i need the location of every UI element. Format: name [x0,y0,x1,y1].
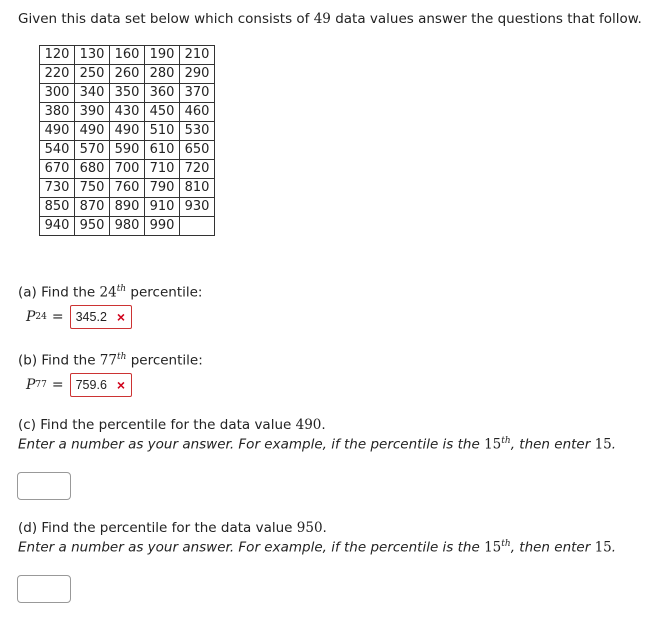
table-cell: 250 [75,65,110,84]
table-cell [180,217,215,236]
question-c-instruction [18,436,616,453]
instr-d-mid: , then enter [510,539,595,556]
answer-b-eq: = [51,377,64,393]
table-cell: 750 [75,179,110,198]
answer-a-sub: 24 [35,312,47,322]
answer-a-var: P [26,309,36,325]
table-cell: 570 [75,141,110,160]
answer-b-row [26,373,132,397]
answer-a-input[interactable] [70,305,132,329]
table-cell: 950 [75,217,110,236]
table-cell: 530 [180,122,215,141]
table-cell: 430 [110,103,145,122]
instr-c-val: 15 [594,436,612,453]
answer-d-input[interactable] [17,575,71,603]
table-cell: 490 [75,122,110,141]
question-c [18,417,326,433]
question-a [18,284,202,301]
question-b-num: 77 [99,352,117,369]
question-d-value: 950 [296,520,323,536]
question-b-sup: th [116,352,127,362]
table-cell: 290 [180,65,215,84]
incorrect-icon: × [116,377,126,393]
answer-a-eq: = [51,309,64,325]
table-cell: 210 [180,46,215,65]
table-cell: 450 [145,103,180,122]
table-cell: 490 [40,122,75,141]
table-cell: 590 [110,141,145,160]
table-cell: 700 [110,160,145,179]
table-cell: 120 [40,46,75,65]
answer-b-sub: 77 [35,380,47,390]
table-row [40,84,215,103]
answer-b-value: 759.6 [75,378,107,392]
table-cell: 360 [145,84,180,103]
question-c-period: . [321,417,326,433]
table-cell: 650 [180,141,215,160]
table-cell: 940 [40,217,75,236]
table-row [40,160,215,179]
question-d-instruction [18,539,616,556]
table-cell: 220 [40,65,75,84]
table-cell: 890 [110,198,145,217]
table-cell: 760 [110,179,145,198]
table-cell: 160 [110,46,145,65]
table-row [40,198,215,217]
table-cell: 130 [75,46,110,65]
instr-d-val: 15 [594,539,612,556]
instr-d-end: . [611,539,617,556]
intro-text: Given this data set below which consists of [18,11,314,27]
table-cell: 680 [75,160,110,179]
answer-b-var: P [26,377,36,393]
table-cell: 350 [110,84,145,103]
question-a-sup: th [116,284,127,294]
question-d [18,520,327,536]
question-a-label: (a) Find the [18,284,100,301]
table-row [40,103,215,122]
table-cell: 190 [145,46,180,65]
incorrect-icon: × [116,309,126,325]
question-c-value: 490 [295,417,322,433]
table-cell: 930 [180,198,215,217]
instr-d-sup: th [501,539,511,549]
answer-b-input[interactable] [70,373,132,397]
table-cell: 720 [180,160,215,179]
instr-c-text: Enter a number as your answer. For example, if the percentile is the [18,436,485,453]
table-cell: 280 [145,65,180,84]
table-cell: 850 [40,198,75,217]
data-count: 49 [313,11,331,27]
instr-d-text: Enter a number as your answer. For example, if the percentile is the [18,539,485,556]
instr-c-mid: , then enter [510,436,595,453]
question-d-period: . [322,520,327,536]
table-cell: 910 [145,198,180,217]
table-cell: 610 [145,141,180,160]
table-row [40,217,215,236]
intro-text-end: data values answer the questions that follow. [330,11,642,27]
table-cell: 380 [40,103,75,122]
table-cell: 730 [40,179,75,198]
table-row [40,141,215,160]
table-cell: 990 [145,217,180,236]
question-a-tail: percentile: [126,284,203,301]
table-cell: 510 [145,122,180,141]
table-row [40,46,215,65]
table-cell: 980 [110,217,145,236]
table-cell: 870 [75,198,110,217]
instr-c-sup: th [501,436,511,446]
table-cell: 260 [110,65,145,84]
table-cell: 340 [75,84,110,103]
instr-c-end: . [611,436,617,453]
table-cell: 460 [180,103,215,122]
table-row [40,65,215,84]
question-b-tail: percentile: [126,352,203,369]
question-d-label: (d) Find the percentile for the data value [18,520,297,536]
table-row [40,179,215,198]
answer-c-input[interactable] [17,472,71,500]
table-cell: 810 [180,179,215,198]
table-cell: 710 [145,160,180,179]
question-b-label: (b) Find the [18,352,100,369]
table-cell: 490 [110,122,145,141]
instr-c-num: 15 [484,436,502,453]
table-row [40,122,215,141]
table-cell: 540 [40,141,75,160]
answer-a-value: 345.2 [75,310,107,324]
table-cell: 300 [40,84,75,103]
instr-d-num: 15 [484,539,502,556]
table-cell: 390 [75,103,110,122]
question-a-num: 24 [99,284,117,301]
data-table [39,45,215,236]
table-cell: 790 [145,179,180,198]
question-b [18,352,203,369]
problem-intro [18,11,642,27]
table-cell: 670 [40,160,75,179]
answer-a-row [26,305,132,329]
question-c-label: (c) Find the percentile for the data value [18,417,296,433]
table-cell: 370 [180,84,215,103]
